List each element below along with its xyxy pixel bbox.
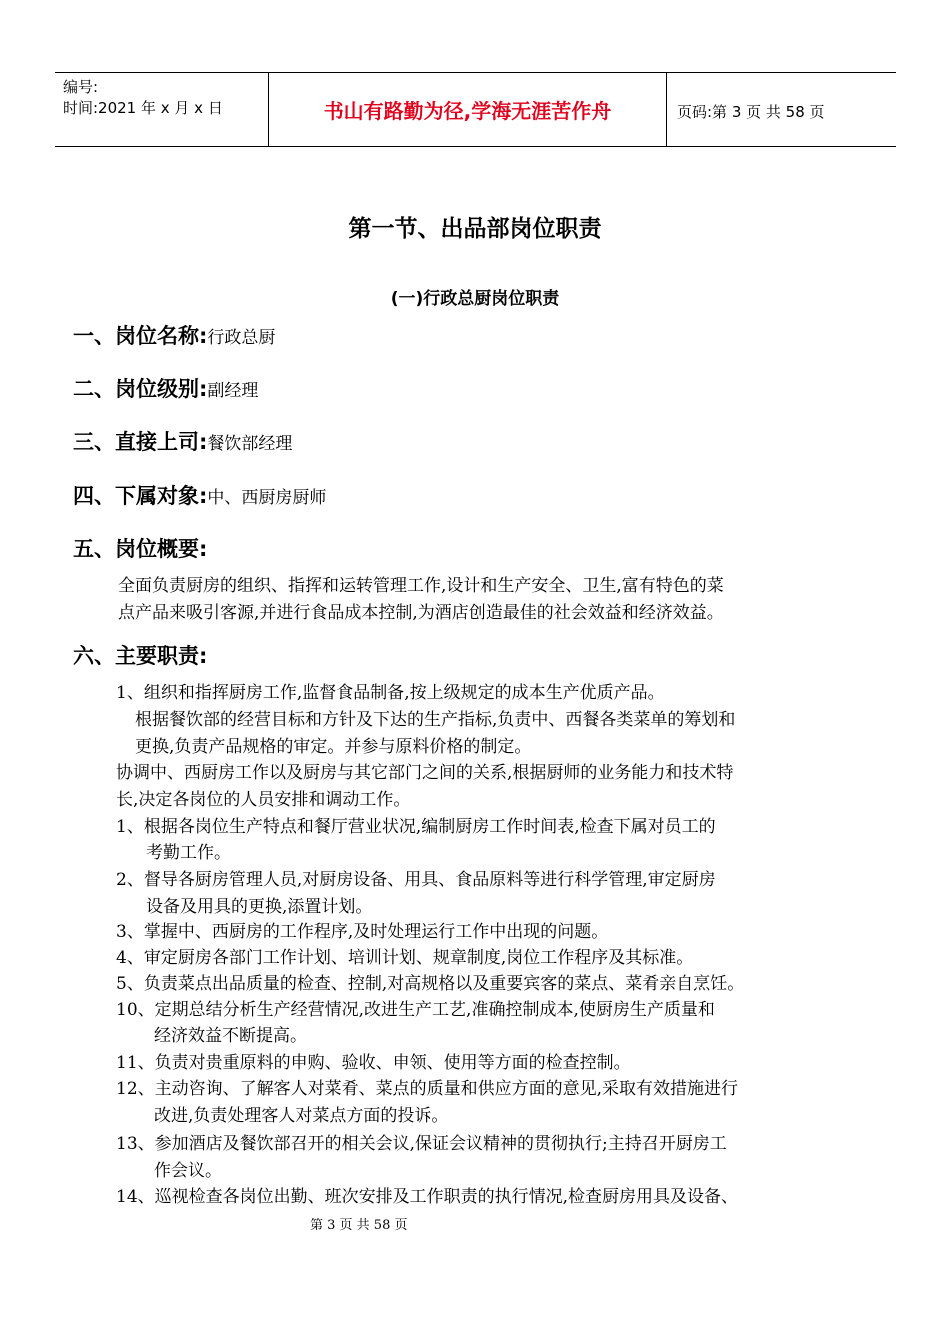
position-level-value: 副经理 (207, 381, 259, 401)
position-level-row (73, 373, 258, 403)
header-meta (63, 77, 273, 119)
header-motto: 书山有路勤为径,学海无涯苦作舟 (323, 99, 612, 123)
duty-line: 协调中、西厨房工作以及厨房与其它部门之间的关系,根据厨师的业务能力和技术特 (116, 763, 734, 783)
summary-line: 点产品来吸引客源,并进行食品成本控制,为酒店创造最佳的社会效益和经济效益。 (118, 603, 724, 623)
summary-heading-row (73, 533, 207, 563)
duty-line: 长,决定各岗位的人员安排和调动工作。 (116, 790, 411, 810)
duty-line: 12、主动咨询、了解客人对菜肴、菜点的质量和供应方面的意见,采取有效措施进行 (116, 1079, 739, 1099)
section-title: 第一节、出品部岗位职责 (348, 216, 602, 242)
duty-line: 作会议。 (154, 1161, 222, 1181)
duty-line: 考勤工作。 (146, 843, 231, 863)
duty-line: 11、负责对贵重原料的申购、验收、申领、使用等方面的检查控制。 (116, 1053, 631, 1073)
header-divider-right (666, 73, 667, 146)
subordinates-value: 中、西厨房厨师 (207, 488, 327, 508)
duty-line: 3、掌握中、西厨房的工作程序,及时处理运行工作中出现的问题。 (116, 922, 609, 942)
header-divider-left (268, 73, 269, 146)
position-name-heading: 一、岗位名称: (73, 324, 208, 348)
supervisor-value: 餐饮部经理 (207, 434, 293, 454)
header-time-label: 时间:2021 年 x 月 x 日 (63, 99, 223, 117)
header-number-label: 编号: (63, 78, 99, 96)
duty-line: 14、巡视检查各岗位出勤、班次安排及工作职责的执行情况,检查厨房用具及设备、 (116, 1187, 739, 1207)
page-footer (0, 1214, 950, 1233)
section-subtitle: (一)行政总厨岗位职责 (390, 289, 560, 309)
supervisor-row (73, 426, 292, 456)
duty-line: 5、负责菜点出品质量的检查、控制,对高规格以及重要宾客的菜点、菜肴亲自烹饪。 (116, 974, 745, 994)
duty-line: 根据餐饮部的经营目标和方针及下达的生产指标,负责中、西餐各类菜单的筹划和 (135, 710, 736, 730)
subordinates-heading: 四、下属对象: (73, 484, 208, 508)
duty-line: 10、定期总结分析生产经营情况,改进生产工艺,准确控制成本,使厨房生产质量和 (116, 1000, 715, 1020)
position-level-heading: 二、岗位级别: (73, 377, 208, 401)
duty-line: 更换,负责产品规格的审定。并参与原料价格的制定。 (135, 737, 532, 757)
summary-line: 全面负责厨房的组织、指挥和运转管理工作,设计和生产安全、卫生,富有特色的菜 (118, 576, 724, 596)
duty-line: 4、审定厨房各部门工作计划、培训计划、规章制度,岗位工作程序及其标准。 (116, 948, 694, 968)
duties-heading-row (73, 640, 207, 670)
duty-line: 改进,负责处理客人对菜点方面的投诉。 (154, 1106, 449, 1126)
duty-line: 设备及用具的更换,添置计划。 (146, 897, 373, 917)
duty-line: 2、督导各厨房管理人员,对厨房设备、用具、食品原料等进行科学管理,审定厨房 (116, 870, 716, 890)
duty-line: 经济效益不断提高。 (154, 1026, 307, 1046)
duty-line: 13、参加酒店及餐饮部召开的相关会议,保证会议精神的贯彻执行;主持召开厨房工 (116, 1134, 727, 1154)
duty-line: 1、根据各岗位生产特点和餐厅营业状况,编制厨房工作时间表,检查下属对员工的 (116, 817, 716, 837)
supervisor-heading: 三、直接上司: (73, 430, 208, 454)
duty-line: 1、组织和指挥厨房工作,监督食品制备,按上级规定的成本生产优质产品。 (116, 683, 665, 703)
footer-page-number: 第 3 页 共 58 页 (310, 1218, 408, 1233)
position-name-row (73, 320, 275, 350)
header-page-label: 页码:第 3 页 共 58 页 (677, 103, 825, 121)
position-name-value: 行政总厨 (207, 328, 276, 348)
page-header (55, 72, 896, 147)
summary-heading: 五、岗位概要: (73, 537, 208, 561)
subordinates-row (73, 480, 326, 510)
duties-heading: 六、主要职责: (73, 644, 208, 668)
